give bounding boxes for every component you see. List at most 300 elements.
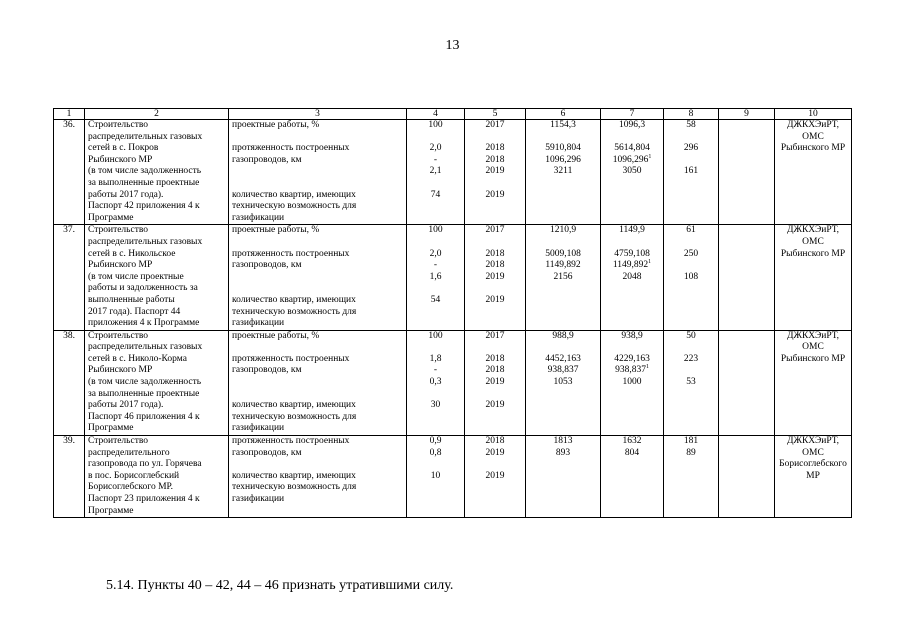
cost-cell-col6: [526, 120, 601, 225]
year: 2019: [485, 470, 505, 481]
indicator-line: количество квартир, имеющих: [232, 189, 356, 200]
blank-line: [232, 377, 403, 389]
blank-line: [468, 459, 522, 471]
blank-line: [667, 494, 715, 506]
blank-line: [410, 506, 461, 518]
blank-line: [667, 295, 715, 307]
cost: 804: [624, 447, 640, 458]
item-number-cell: [54, 436, 85, 518]
value: 30: [430, 400, 441, 411]
blank-line: [529, 342, 597, 354]
year: 2019: [485, 447, 505, 458]
description-line: распределительного: [88, 447, 170, 458]
description-line: (в том числе задолженность: [88, 377, 202, 388]
value: 100: [428, 330, 443, 341]
year: 2018: [485, 143, 505, 154]
cost: 938,9: [621, 330, 643, 341]
cost: 1096,3: [618, 120, 646, 130]
indicator-line: техническую возможность для: [232, 411, 357, 422]
blank-line: [529, 412, 597, 424]
description-line: выполненные работы: [88, 294, 175, 305]
blank-line: [604, 201, 660, 213]
column-header-10: 10: [775, 109, 852, 120]
blank-line: [604, 423, 660, 435]
cost: 4759,108: [614, 248, 650, 259]
blank-line: [604, 342, 660, 354]
value: 74: [430, 189, 441, 200]
description-line: (в том числе проектные: [88, 271, 184, 282]
indicator-line: газопроводов, км: [232, 447, 302, 458]
blank-line: [529, 132, 597, 144]
blank-line: [667, 155, 715, 167]
blank-line: [410, 459, 461, 471]
blank-line: [232, 283, 403, 295]
blank-line: [232, 237, 403, 249]
blank-line: [410, 318, 461, 330]
footnote-mark: 1: [645, 364, 649, 371]
cost: 1149,892$^1$: [612, 258, 652, 271]
blank-line: [604, 482, 660, 494]
year: 2017: [485, 225, 505, 236]
responsible-line: ОМС: [802, 131, 824, 142]
value: 61: [686, 225, 696, 236]
blank-line: [468, 389, 522, 401]
blank-line: [667, 132, 715, 144]
description-line: Рыбинского МР: [88, 365, 153, 376]
cost: 2156: [553, 271, 573, 282]
description-line: работы и задолженность за: [88, 283, 198, 294]
description-line: газопровода по ул. Горячева: [88, 459, 202, 470]
blank-line: [667, 400, 715, 412]
value-cell-col8: [664, 436, 719, 518]
blank-line: [604, 506, 660, 518]
description-line: Борисоглебского МР.: [88, 482, 174, 493]
blank-line: [232, 132, 403, 144]
cost: 2048: [622, 271, 642, 282]
indicator-line: техническую возможность для: [232, 201, 357, 212]
responsible-line: ДЖКХЭиРТ,: [786, 225, 840, 236]
table-header-row: [54, 109, 852, 120]
value: 250: [683, 248, 699, 259]
description-line: приложения 4 к Программе: [88, 318, 200, 329]
column-9-cell: [719, 330, 775, 435]
value-cell-col4: [407, 330, 465, 435]
blank-line: [232, 272, 403, 284]
description-line: работы 2017 года).: [88, 400, 164, 411]
blank-line: [468, 506, 522, 518]
blank-line: [667, 260, 715, 272]
blank-line: [468, 318, 522, 330]
year: 2018: [485, 260, 505, 271]
value: 1,8: [429, 353, 442, 364]
cost: 1154,3: [550, 120, 576, 130]
description-cell: [85, 436, 229, 518]
value: 2,0: [429, 248, 442, 259]
year: 2019: [485, 189, 505, 200]
blank-line: [529, 506, 597, 518]
blank-line: [410, 389, 461, 401]
description-line: за выполненные проектные: [88, 177, 200, 188]
year: 2018: [485, 365, 505, 376]
cost: 3050: [622, 166, 642, 177]
blank-line: [410, 201, 461, 213]
blank-line: [232, 459, 403, 471]
description-line: Паспорт 42 приложения 4 к: [88, 201, 200, 212]
value: 100: [428, 120, 443, 130]
description-line: Строительство: [88, 120, 149, 130]
item-number: 39.: [63, 436, 75, 447]
column-header-5: 5: [465, 109, 526, 120]
cost: 938,837: [547, 365, 579, 376]
responsible-cell: [775, 330, 852, 435]
blank-line: [529, 459, 597, 471]
cost: 893: [555, 447, 571, 458]
blank-line: [667, 342, 715, 354]
description-line: Строительство: [88, 330, 149, 341]
blank-line: [468, 132, 522, 144]
value: 0,9: [429, 436, 442, 447]
cost: 1000: [622, 377, 642, 388]
blank-line: [468, 412, 522, 424]
value-cell-col8: [664, 330, 719, 435]
responsible-line: Борисоглебского: [779, 459, 847, 470]
blank-line: [468, 237, 522, 249]
blank-line: [604, 213, 660, 225]
blank-line: [667, 178, 715, 190]
blank-line: [232, 166, 403, 178]
responsible-line: ДЖКХЭиРТ,: [786, 436, 840, 447]
blank-line: [667, 237, 715, 249]
blank-line: [604, 237, 660, 249]
blank-line: [604, 283, 660, 295]
cost-cell-col7: [601, 436, 664, 518]
description-line: Паспорт 23 приложения 4 к: [88, 494, 200, 504]
indicator-line: протяженность построенных: [232, 436, 350, 447]
blank-line: [604, 412, 660, 424]
blank-line: [410, 494, 461, 506]
year-cell-col5: [465, 120, 526, 225]
blank-line: [667, 201, 715, 213]
blank-line: [529, 201, 597, 213]
value: -: [433, 260, 438, 271]
cost-cell-col6: [526, 330, 601, 435]
value: 10: [430, 470, 441, 481]
amendment-text: 5.14. Пункты 40 – 42, 44 – 46 признать утратившими силу.: [106, 578, 454, 593]
description-line: (в том числе задолженность: [88, 166, 202, 177]
blank-line: [529, 318, 597, 330]
cost: 5009,108: [545, 248, 581, 259]
value: 223: [683, 353, 699, 364]
indicator-line: техническую возможность для: [232, 482, 357, 493]
responsible-line: ДЖКХЭиРТ,: [786, 330, 840, 341]
indicator-line: протяженность построенных: [232, 143, 350, 154]
blank-line: [410, 342, 461, 354]
cost: 938,837$^1$: [615, 364, 649, 376]
description-line: Строительство: [88, 436, 149, 447]
cost: 1096,296$^1$: [612, 153, 652, 165]
year: 2019: [485, 400, 505, 411]
indicator-cell: [229, 120, 407, 225]
value-cell-col8: [664, 120, 719, 225]
indicator-line: газопроводов, км: [232, 260, 302, 271]
indicator-line: проектные работы, %: [232, 120, 320, 130]
blank-line: [410, 423, 461, 435]
blank-line: [529, 237, 597, 249]
responsible-line: ДЖКХЭиРТ,: [786, 120, 840, 130]
blank-line: [410, 178, 461, 190]
value-cell-col4: [407, 225, 465, 330]
page-number: 13: [445, 38, 460, 53]
blank-line: [529, 295, 597, 307]
description-line: работы 2017 года).: [88, 189, 164, 200]
indicator-line: количество квартир, имеющих: [232, 470, 356, 481]
description-line: Паспорт 46 приложения 4 к: [88, 411, 200, 422]
value: 181: [683, 436, 699, 447]
year-cell-col5: [465, 436, 526, 518]
indicator-line: количество квартир, имеющих: [232, 294, 356, 305]
responsible-line: Рыбинского МР: [780, 248, 846, 259]
blank-line: [667, 471, 715, 483]
blank-line: [529, 178, 597, 190]
cost: 988,9: [552, 330, 574, 341]
blank-line: [667, 283, 715, 295]
column-header-8: 8: [664, 109, 719, 120]
blank-line: [410, 482, 461, 494]
blank-line: [604, 459, 660, 471]
blank-line: [529, 283, 597, 295]
blank-line: [604, 494, 660, 506]
value: 296: [683, 143, 699, 154]
column-header-1: 1: [54, 109, 85, 120]
indicator-cell: [229, 330, 407, 435]
indicator-line: протяженность построенных: [232, 353, 350, 364]
blank-line: [604, 471, 660, 483]
item-number-cell: [54, 225, 85, 330]
blank-line: [529, 213, 597, 225]
blank-line: [604, 295, 660, 307]
program-table: [53, 108, 852, 518]
value-cell-col8: [664, 225, 719, 330]
blank-line: [604, 389, 660, 401]
year: 2019: [485, 271, 505, 282]
footnote-mark: 1: [648, 258, 652, 265]
responsible-line: Рыбинского МР: [780, 143, 846, 154]
description-line: в пос. Борисоглебский: [88, 470, 180, 481]
blank-line: [667, 307, 715, 319]
column-9-cell: [719, 120, 775, 225]
year: 2018: [485, 154, 505, 165]
blank-line: [468, 178, 522, 190]
blank-line: [410, 213, 461, 225]
indicator-line: газопроводов, км: [232, 154, 302, 165]
cost-cell-col7: [601, 120, 664, 225]
item-number-cell: [54, 120, 85, 225]
value: 54: [430, 294, 441, 305]
blank-line: [232, 178, 403, 190]
item-number: 36.: [63, 120, 75, 130]
description-line: Рыбинского МР: [88, 154, 153, 165]
blank-line: [232, 389, 403, 401]
year: 2019: [485, 294, 505, 305]
column-9-cell: [719, 436, 775, 518]
value: 58: [686, 120, 696, 130]
blank-line: [468, 342, 522, 354]
blank-line: [468, 307, 522, 319]
column-header-9: 9: [719, 109, 775, 120]
value: -: [433, 154, 438, 165]
blank-line: [667, 506, 715, 518]
value: 2,1: [429, 166, 442, 177]
description-line: Строительство: [88, 225, 149, 236]
description-line: 2017 года). Паспорт 44: [88, 306, 181, 317]
year: 2017: [485, 120, 505, 130]
cost-cell-col6: [526, 436, 601, 518]
value: 0,3: [429, 377, 442, 388]
description-line: распределительных газовых: [88, 236, 203, 247]
indicator-line: газификации: [232, 494, 285, 504]
description-line: Рыбинского МР: [88, 260, 153, 271]
blank-line: [468, 423, 522, 435]
blank-line: [667, 213, 715, 225]
blank-line: [529, 307, 597, 319]
blank-line: [667, 318, 715, 330]
table-row: [54, 436, 852, 518]
blank-line: [604, 400, 660, 412]
blank-line: [410, 283, 461, 295]
blank-line: [468, 482, 522, 494]
description-line: сетей в с. Никольское: [88, 248, 176, 259]
indicator-line: газификации: [232, 423, 285, 434]
blank-line: [410, 412, 461, 424]
blank-line: [604, 307, 660, 319]
description-line: сетей в с. Покров: [88, 143, 159, 154]
blank-line: [604, 318, 660, 330]
blank-line: [529, 190, 597, 202]
year: 2018: [485, 248, 505, 259]
year-cell-col5: [465, 225, 526, 330]
cost: 1813: [553, 436, 573, 447]
description-line: Программе: [88, 423, 134, 434]
blank-line: [468, 213, 522, 225]
blank-line: [529, 389, 597, 401]
description-cell: [85, 120, 229, 225]
year: 2017: [485, 330, 505, 341]
value: 1,6: [429, 271, 442, 282]
column-9-cell: [719, 225, 775, 330]
blank-line: [529, 482, 597, 494]
description-cell: [85, 225, 229, 330]
responsible-cell: [775, 436, 852, 518]
blank-line: [604, 178, 660, 190]
cost: 1632: [622, 436, 642, 447]
responsible-cell: [775, 225, 852, 330]
year: 2018: [485, 353, 505, 364]
blank-line: [529, 423, 597, 435]
blank-line: [604, 190, 660, 202]
cost-cell-col6: [526, 225, 601, 330]
blank-line: [667, 423, 715, 435]
table-row: [54, 120, 852, 225]
blank-line: [667, 190, 715, 202]
year: 2019: [485, 166, 505, 177]
responsible-cell: [775, 120, 852, 225]
blank-line: [667, 365, 715, 377]
blank-line: [529, 400, 597, 412]
responsible-line: Рыбинского МР: [780, 353, 846, 364]
value-cell-col4: [407, 120, 465, 225]
year-cell-col5: [465, 330, 526, 435]
cost: 1053: [553, 377, 573, 388]
blank-line: [468, 201, 522, 213]
item-number: 38.: [63, 330, 75, 341]
indicator-line: техническую возможность для: [232, 306, 357, 317]
value: -: [433, 365, 438, 376]
column-header-7: 7: [601, 109, 664, 120]
item-number-cell: [54, 330, 85, 435]
blank-line: [667, 459, 715, 471]
column-header-4: 4: [407, 109, 465, 120]
value: 161: [683, 166, 699, 177]
description-line: распределительных газовых: [88, 342, 203, 353]
cost: 1149,892: [545, 260, 581, 271]
blank-line: [604, 132, 660, 144]
description-cell: [85, 330, 229, 435]
value: 50: [686, 330, 696, 341]
table-row: [54, 330, 852, 435]
blank-line: [667, 412, 715, 424]
blank-line: [529, 471, 597, 483]
description-line: сетей в с. Николо-Корма: [88, 353, 187, 364]
indicator-cell: [229, 436, 407, 518]
blank-line: [667, 389, 715, 401]
cost: 1210,9: [549, 225, 577, 236]
blank-line: [410, 237, 461, 249]
responsible-line: МР: [806, 470, 820, 481]
cost-cell-col7: [601, 330, 664, 435]
indicator-line: количество квартир, имеющих: [232, 400, 356, 411]
year: 2019: [485, 377, 505, 388]
value: 2,0: [429, 143, 442, 154]
blank-line: [410, 132, 461, 144]
value: 0,8: [429, 447, 442, 458]
cost: 3211: [553, 166, 573, 177]
indicator-line: проектные работы, %: [232, 225, 320, 236]
responsible-line: ОМС: [802, 447, 824, 458]
blank-line: [232, 342, 403, 354]
column-header-3: 3: [229, 109, 407, 120]
blank-line: [410, 307, 461, 319]
cost: 4452,163: [545, 353, 581, 364]
indicator-line: газификации: [232, 212, 285, 223]
indicator-line: протяженность построенных: [232, 248, 350, 259]
responsible-line: ОМС: [802, 342, 824, 353]
value: 108: [683, 271, 699, 282]
description-line: Программе: [88, 212, 134, 223]
description-line: распределительных газовых: [88, 131, 203, 142]
cost: 4229,163: [614, 353, 650, 364]
blank-line: [468, 283, 522, 295]
value: 100: [428, 225, 443, 236]
indicator-cell: [229, 225, 407, 330]
indicator-line: газопроводов, км: [232, 365, 302, 376]
item-number: 37.: [63, 225, 75, 236]
blank-line: [667, 482, 715, 494]
blank-line: [529, 494, 597, 506]
responsible-line: ОМС: [802, 236, 824, 247]
column-header-2: 2: [85, 109, 229, 120]
table-row: [54, 225, 852, 330]
value-cell-col4: [407, 436, 465, 518]
